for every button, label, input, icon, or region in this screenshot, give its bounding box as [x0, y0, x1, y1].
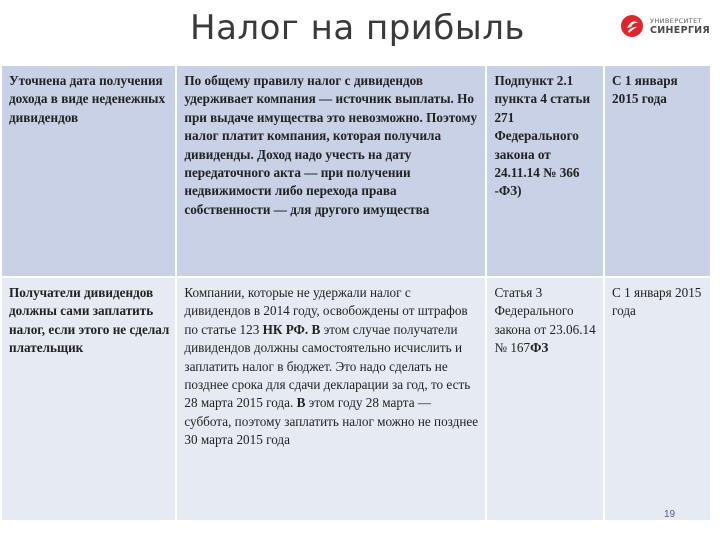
- change-cell: Уточнена дата получения дохода в виде неденежных дивидендов: [1, 65, 176, 277]
- change-cell: Получатели дивидендов должны сами заплатить налог, если этого не сделал плательщик: [1, 277, 176, 521]
- description-text: этом году 28 марта — суббота, поэтому заплатить налог можно не позднее 30 марта 2015 года: [184, 395, 479, 448]
- source-cell: Подпункт 2.1 пункта 4 статьи 271 Федерального закона от 24.11.14 № 366 -ФЗ): [486, 65, 604, 277]
- synergy-logo-icon: [620, 14, 644, 38]
- table-row: [1, 277, 711, 521]
- page-number: 19: [664, 509, 676, 520]
- description-bold-text: В: [296, 395, 306, 411]
- description-text: этом случае получатели дивидендов должны самостоятельно исчислить и заплатить налог в бюджет. Это надо сделать не позднее срока для сдачи декларации за год, то есть 28 марта 2015 года.: [184, 321, 471, 411]
- description-cell: [176, 277, 486, 521]
- effective-date-cell: С 1 января 2015 года: [604, 277, 711, 521]
- source-bold-text: ФЗ: [530, 340, 549, 356]
- table-row: [1, 65, 711, 277]
- university-logo: [620, 14, 710, 38]
- description-bold-text: НК РФ. В: [262, 321, 321, 337]
- description-cell: По общему правилу налог с дивидендов удерживает компания — источник выплаты. Но при выдаче имущества это невозможно. Поэтому налог платит компания, которая получила дивиденды. Доход надо учесть на дату передаточного акта — при получении недвижимости либо перехода права собственности — для другого имущества: [176, 65, 486, 277]
- source-text: Статья 3 Федерального закона от 23.06.14 № 167: [494, 285, 596, 356]
- source-cell: [486, 277, 604, 521]
- effective-date-cell: С 1 января 2015 года: [604, 65, 711, 277]
- slide-title: Налог на прибыль: [190, 8, 525, 48]
- logo-text: [650, 16, 710, 36]
- tax-changes-table: [0, 64, 712, 526]
- description-text: Компании, которые не удержали налог с дивидендов в 2014 году, освобождены от штрафов по статье 123: [184, 285, 468, 337]
- logo-line1: УНИВЕРСИТЕТ: [650, 17, 703, 25]
- logo-line2: СИНЕРГИЯ: [650, 25, 711, 36]
